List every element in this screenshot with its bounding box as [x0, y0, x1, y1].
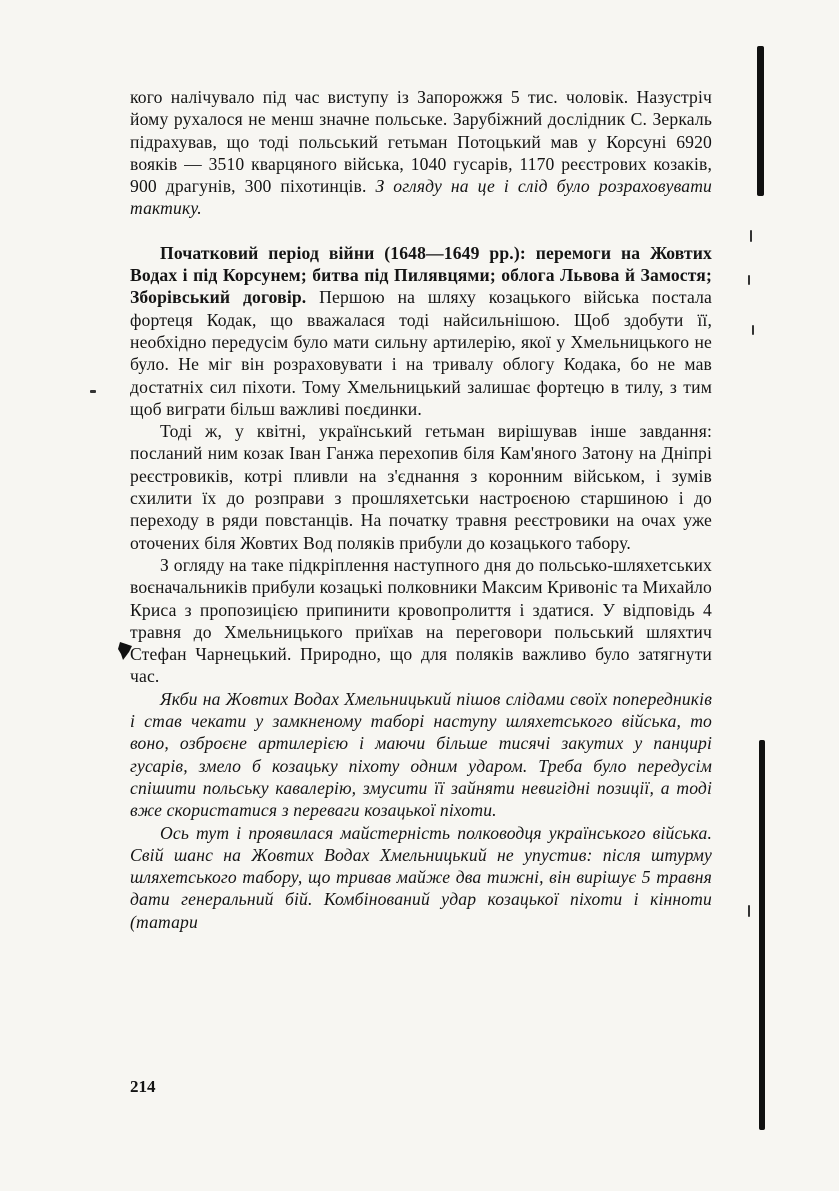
- page-body: [130, 86, 712, 933]
- scan-speck: [748, 905, 750, 917]
- scan-speck: [90, 390, 96, 393]
- scan-edge-bar-bottom: [759, 740, 765, 1130]
- paragraph-3: Тоді ж, у квітні, український гетьман вирішував інше завдання: посланий ним козак Іван Ганжа перехопив біля Кам'яного Затону на Дніпрі реєстровиків, котрі пливли на з'єднання з коронним військом, і зумів схилити їх до розправи з прошляхетськи настроєною старшиною і до переходу в ряди повстанців. На початку травня реєстровики на очах уже оточених біля Жовтих Вод поляків прибули до козацького табору.: [130, 421, 712, 553]
- paragraph-1: [130, 86, 712, 220]
- page-number: 214: [130, 1077, 156, 1096]
- scan-speck: [748, 275, 750, 285]
- paragraph-1-text: кого налічувало під час виступу із Запорожжя 5 тис. чоловік. Назустріч йому рухалося не менш значне польське. Зарубіжний дослідник С. Зеркаль підрахував, що тоді польський гетьман Потоцький мав у Корсуні 6920 вояків — 3510 кварцяного війська, 1040 гусарів, 1170 реєстрових козаків, 900 драгунів, 300 піхотинців.: [130, 87, 712, 197]
- paragraph-2: [130, 242, 712, 420]
- paragraph-1-italic: З огляду на це і слід було розраховувати тактику.: [130, 176, 712, 219]
- section-heading: Початковий період війни (1648—1649 рр.): перемоги на Жовтих Водах і під Корсунем; битва під Пилявцями; облога Львова й Замостя; Зборівський договір.: [130, 242, 712, 308]
- paragraph-5: Якби на Жовтих Водах Хмельницький пішов слідами своїх попередників і став чекати у замкненому таборі наступу шляхетського війська, то воно, озброєне артилерією і маючи більше тисячі закутих у панцирі гусарів, змело б козацьку піхоту одним ударом. Треба було передусім спішити польську кавалерію, змусити її зайняти невигідні позиції, а тоді вже скористатися з переваги козацької піхоти.: [130, 688, 712, 821]
- scan-speck: [750, 230, 752, 242]
- paragraph-2-text: Першою на шляху козацького війська постала фортеця Кодак, що вважалася тоді найсильнішою. Щоб здобути її, необхідно передусім було мати сильну артилерію, якої у Хмельницького не було. Не міг він розраховувати і на тривалу облогу Кодака, бо не мав достатніх сил піхоти. Тому Хмельницький залишає фортецю в тилу, з тим щоб виграти більш важливі поєдинки.: [130, 287, 712, 419]
- scan-speck: [752, 325, 754, 335]
- ink-blot-icon: [117, 640, 135, 662]
- scan-edge-bar-top: [757, 46, 764, 196]
- paragraph-6: Ось тут і проявилася майстерність полководця українського війська. Свій шанс на Жовтих Водах Хмельницький не упустив: після штурму шляхетського табору, що тривав майже два тижні, він вирішує 5 травня дати генеральний бій. Комбінований удар козацької піхоти і кінноти (татари: [130, 822, 712, 932]
- paragraph-4: З огляду на таке підкріплення наступного дня до польсько-шляхетських воєначальників прибули козацькі полковники Максим Кривоніс та Михайло Криса з пропозицією припинити кровопролиття і здатися. У відповідь 4 травня до Хмельницького приїхав на переговори польський шляхтич Стефан Чарнецький. Природно, що для поляків важливо було затягнути час.: [130, 554, 713, 687]
